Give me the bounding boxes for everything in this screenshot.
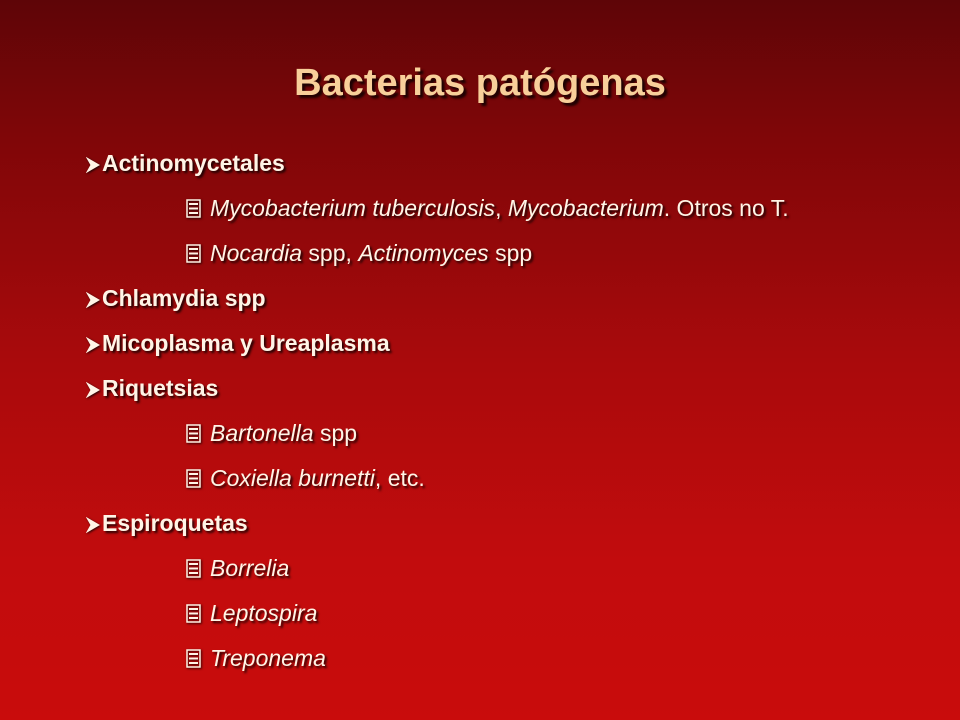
species-name: Treponema [210, 645, 326, 671]
bullet-riquetsias [86, 375, 218, 402]
plain-text: , [495, 195, 508, 221]
species-name: Nocardia [210, 240, 303, 266]
bullet-text: Micoplasma y Ureaplasma [102, 330, 390, 356]
bullet-text: Riquetsias [102, 375, 219, 401]
arrow-bullet-icon [86, 156, 100, 174]
species-name: Bartonella [210, 420, 314, 446]
sub-bullet-coxiella [186, 465, 425, 492]
arrow-bullet-icon [86, 336, 100, 354]
sub-bullet-bartonella [186, 420, 357, 447]
species-name: Borrelia [210, 555, 290, 581]
species-name: Leptospira [210, 600, 318, 626]
hamburger-bullet-icon [186, 559, 201, 578]
plain-text: spp, [302, 240, 359, 266]
species-name: Mycobacterium [507, 195, 664, 221]
plain-text: spp [313, 420, 358, 446]
plain-text: , etc. [374, 465, 425, 491]
sub-bullet-nocardia [186, 240, 532, 267]
arrow-bullet-icon [86, 381, 100, 399]
bullet-text: Espiroquetas [102, 510, 248, 536]
hamburger-bullet-icon [186, 469, 201, 488]
arrow-bullet-icon [86, 516, 100, 534]
sub-bullet-treponema [186, 645, 326, 672]
bullet-micoplasma [86, 330, 390, 357]
bullet-espiroquetas [86, 510, 248, 537]
hamburger-bullet-icon [186, 244, 201, 263]
hamburger-bullet-icon [186, 424, 201, 443]
hamburger-bullet-icon [186, 649, 201, 668]
bullet-text: Actinomycetales [102, 150, 285, 176]
arrow-bullet-icon [86, 291, 100, 309]
slide-title: Bacterias patógenas [294, 62, 666, 104]
bullet-chlamydia [86, 285, 266, 312]
species-name: Actinomyces [358, 240, 489, 266]
sub-bullet-leptospira [186, 600, 317, 627]
plain-text: spp [488, 240, 533, 266]
hamburger-bullet-icon [186, 604, 201, 623]
species-name: Coxiella burnetti [210, 465, 375, 491]
bullet-actinomycetales [86, 150, 285, 177]
plain-text: . Otros no T. [663, 195, 789, 221]
sub-bullet-mycobacterium [186, 195, 789, 222]
hamburger-bullet-icon [186, 199, 201, 218]
sub-bullet-borrelia [186, 555, 289, 582]
species-name: Mycobacterium tuberculosis [210, 195, 496, 221]
bullet-text: Chlamydia spp [102, 285, 266, 311]
